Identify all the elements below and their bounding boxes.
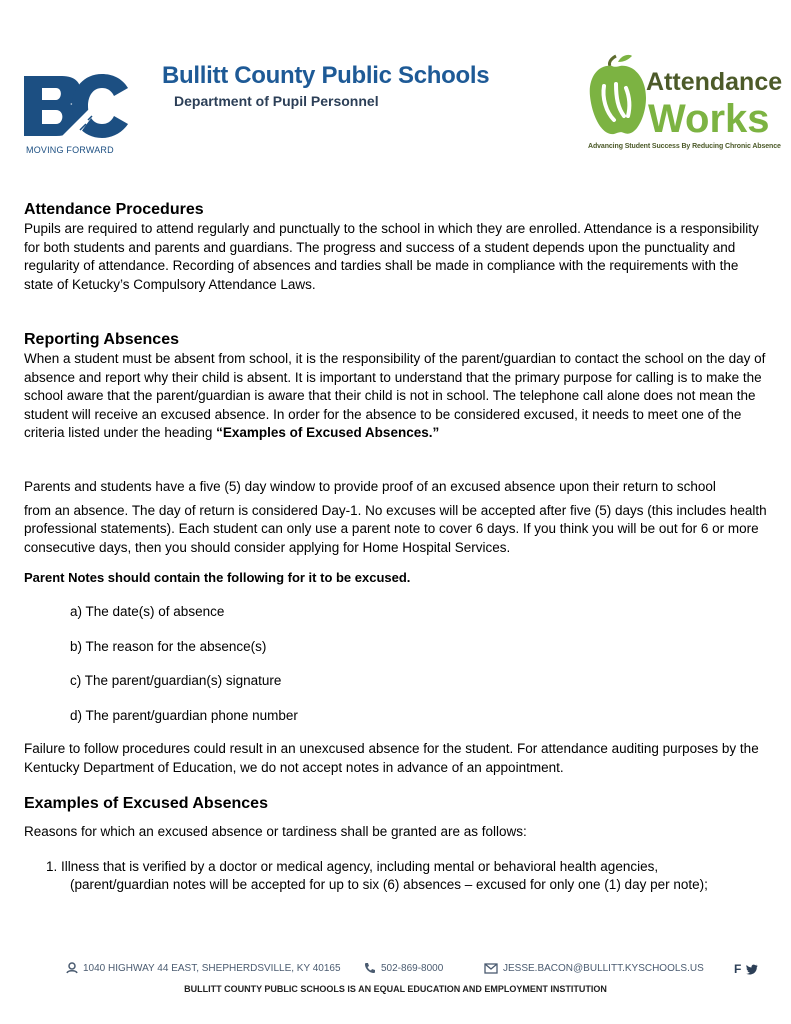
heading-excused-examples: Examples of Excused Absences — [24, 795, 268, 812]
twitter-icon[interactable] — [746, 964, 758, 974]
footer-email-text[interactable]: JESSE.BACON@BULLITT.KYSCHOOLS.US — [503, 962, 704, 974]
footer-statement: BULLITT COUNTY PUBLIC SCHOOLS IS AN EQUAL EDUCATION AND EMPLOYMENT INSTITUTION — [184, 984, 607, 994]
section-failure — [24, 740, 769, 777]
org-title: Bullitt County Public Schools — [162, 62, 490, 89]
aw-tagline: Advancing Student Success By Reducing Chronic Absence — [588, 143, 781, 150]
phone-icon — [364, 962, 376, 974]
facebook-icon[interactable]: F — [734, 962, 742, 976]
heading-parent-notes: Parent Notes should contain the following for it to be excused. — [24, 570, 411, 585]
section-proof-window — [24, 478, 769, 557]
footer-address — [66, 962, 341, 974]
paragraph-examples-intro: Reasons for which an excused absence or tardiness shall be granted are as follows: — [24, 824, 527, 839]
reporting-emphasis: “Examples of Excused Absences.” — [216, 425, 440, 440]
mail-icon — [484, 962, 498, 974]
parent-notes-item-b: b) The reason for the absence(s) — [70, 639, 267, 654]
parent-notes-item-d: d) The parent/guardian phone number — [70, 708, 298, 723]
paragraph-window-rest: from an absence. The day of return is considered Day-1. No excuses will be accepted after five (5) days (this includes health professional statements). Each student can only use a parent note to cover 6 days. If you think you will be out for 6 or more consecutive days, then you should consider applying for Home Hospital Services. — [24, 502, 767, 555]
footer-address-text: 1040 HIGHWAY 44 EAST, SHEPHERDSVILLE, KY 40165 — [83, 962, 341, 974]
attendance-works-logo — [586, 46, 783, 156]
paragraph-procedures: Pupils are required to attend regularly and punctually to the school in which they are enrolled. Attendance is a responsibility for both students and parents and guardians. The progress and success of a student depends upon the punctuality and regularity of attendance. Recording of absences and tardies shall be made in compliance with the requirements with the state of Ketucky’s Compulsory Attendance Laws. — [24, 221, 759, 292]
aw-word-works: Works — [648, 97, 770, 141]
paragraph-reporting — [24, 350, 769, 443]
example-item-1-line1: 1. Illness that is verified by a doctor or medical agency, including mental or behavioral health agencies, — [46, 858, 659, 874]
parent-notes-item-c: c) The parent/guardian(s) signature — [70, 673, 282, 688]
bc-tagline: MOVING FORWARD — [26, 145, 114, 155]
section-reporting-absences — [24, 330, 769, 443]
parent-notes-item-a: a) The date(s) of absence — [70, 604, 225, 619]
paragraph-window-line1: Parents and students have a five (5) day window to provide proof of an excused absence upon their return to school — [24, 479, 716, 494]
paragraph-failure: Failure to follow procedures could result in an unexcused absence for the student. For attendance auditing purposes by the Kentucky Department of Education, we do not accept notes in advance of an appointment. — [24, 741, 759, 775]
location-icon — [66, 962, 78, 974]
footer-email — [484, 962, 704, 974]
example-item-1-line2: (parent/guardian notes will be accepted for up to six (6) absences – excused for only one (1) day per note); — [70, 877, 708, 892]
footer-social — [734, 962, 758, 976]
section-attendance-procedures — [24, 200, 769, 294]
heading-reporting-absences: Reporting Absences — [24, 331, 179, 348]
aw-word-attendance: Attendance — [646, 68, 783, 96]
footer-phone-text[interactable]: 502-869-8000 — [381, 962, 444, 974]
heading-attendance-procedures: Attendance Procedures — [24, 201, 204, 218]
footer-contact — [0, 962, 791, 976]
footer-phone — [364, 962, 443, 974]
section-parent-notes — [24, 569, 769, 588]
section-excused-examples — [24, 794, 769, 895]
org-subtitle: Department of Pupil Personnel — [174, 93, 379, 109]
reporting-text: When a student must be absent from school, it is the responsibility of the parent/guardian to contact the school on the day of absence and report why their child is absent. It is important to understand that the primary purpose for calling is to make the school aware that the parent/guardian is aware that their child is not in school. The telephone call alone does not mean the student will receive an excused absence. In order for the absence to be considered excused, it needs to meet one of the criteria listed under the heading — [24, 351, 766, 440]
letterhead — [0, 0, 791, 180]
